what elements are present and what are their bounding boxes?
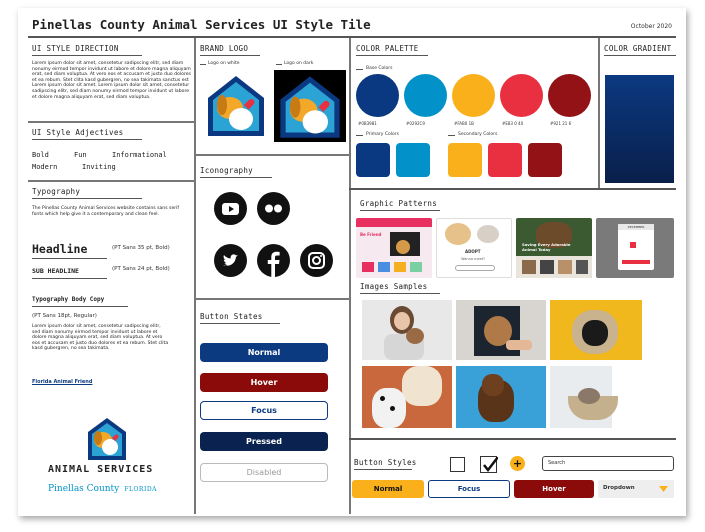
sample-photo-cat-basket bbox=[550, 366, 642, 428]
primary-colors-label: Primary Colors bbox=[366, 132, 399, 137]
style-button-focus[interactable]: Focus bbox=[428, 480, 510, 498]
graphic-patterns-heading: Graphic Patterns bbox=[360, 199, 438, 208]
button-styles-underline bbox=[354, 469, 412, 470]
adjective-inviting: Inviting bbox=[82, 163, 116, 171]
photo-4-person bbox=[402, 366, 442, 406]
sample-photo-woman-puppy bbox=[362, 300, 452, 360]
style-button-normal[interactable]: Normal bbox=[352, 480, 424, 498]
typography-heading: Typography bbox=[32, 187, 81, 196]
base-color-swatch-4 bbox=[500, 74, 543, 117]
photo-6-cat bbox=[578, 388, 600, 404]
button-styles-heading: Button Styles bbox=[354, 458, 417, 467]
graphic-pattern-4 bbox=[596, 218, 674, 278]
secondary-colors-label: Secondary Colors bbox=[458, 132, 498, 137]
brand-logo-heading: BRAND LOGO bbox=[200, 44, 249, 53]
secondary-colors-tick bbox=[448, 135, 455, 136]
base-color-hex-1: #0B3981 bbox=[358, 121, 377, 126]
color-gradient-swatch bbox=[605, 75, 674, 183]
add-icon[interactable]: + bbox=[510, 456, 525, 471]
col-divider-3 bbox=[598, 38, 600, 188]
iconography-heading: Iconography bbox=[200, 166, 253, 175]
palette-divider bbox=[349, 188, 676, 190]
brand-logo-divider bbox=[194, 154, 349, 156]
pattern-4-calendar bbox=[618, 224, 654, 270]
button-states-underline bbox=[200, 323, 280, 324]
search-placeholder: Search bbox=[548, 460, 566, 466]
graphic-pattern-2 bbox=[436, 218, 512, 278]
headline-underline bbox=[32, 258, 107, 259]
pattern-2-cat bbox=[477, 225, 499, 243]
checkbox-checked[interactable] bbox=[480, 456, 497, 473]
secondary-color-swatch-1 bbox=[448, 143, 482, 177]
subheadline-sample: SUB HEADLINE bbox=[32, 267, 79, 275]
secondary-color-swatch-2 bbox=[488, 143, 522, 177]
base-color-hex-2: #0292C9 bbox=[406, 121, 425, 126]
pattern-4-button bbox=[622, 260, 650, 264]
typography-underline bbox=[32, 198, 142, 199]
photo-4-spot-1 bbox=[380, 396, 385, 401]
base-color-swatch-3 bbox=[452, 74, 495, 117]
checkmark-icon bbox=[481, 457, 498, 474]
logo-text-animal-services: ANIMAL SERVICES bbox=[48, 464, 154, 475]
style-tile-page bbox=[18, 8, 686, 516]
body-copy-underline bbox=[32, 306, 128, 307]
color-palette-heading: COLOR PALETTE bbox=[356, 44, 419, 53]
pattern-3-title: Saving Every Adorable Animal Today bbox=[522, 242, 571, 252]
photo-4-spot-2 bbox=[390, 406, 395, 411]
pattern-2-input bbox=[455, 265, 495, 271]
adjectives-divider bbox=[28, 180, 194, 182]
body-copy-spec: (PT Sans 18pt, Regular) bbox=[32, 313, 97, 319]
base-color-hex-4: #E83 0 40 bbox=[502, 121, 524, 126]
adjective-fun: Fun bbox=[74, 151, 87, 159]
pattern-3-thumb-1 bbox=[522, 260, 536, 274]
base-color-hex-5: #921 21 6 bbox=[550, 121, 572, 126]
pattern-1-card-3 bbox=[394, 262, 406, 272]
body-copy-sample: Lorem ipsum dolor sit amet, consetetur sadipscing elitr, sed diam nonumy eirmod tempor invidunt ut labore et dolore magna aliquyam erat, sed diam voluptua. At vero eos et accusam et justo duo dolores et ea rebum. Stet clita kasd gubergren, no sea takimata. bbox=[32, 324, 169, 352]
button-states-heading: Button States bbox=[200, 312, 263, 321]
subheadline-underline bbox=[32, 278, 107, 279]
logo-text-county bbox=[48, 476, 157, 495]
photo-5-dog-head bbox=[482, 374, 504, 396]
dropdown-select[interactable] bbox=[598, 480, 674, 498]
search-input[interactable] bbox=[542, 456, 674, 471]
pattern-1-dog bbox=[396, 240, 410, 254]
pattern-1-title: Be Friend bbox=[360, 232, 382, 237]
pattern-2-title: ADOPT bbox=[465, 249, 481, 254]
pattern-3-thumb-4 bbox=[576, 260, 588, 274]
button-state-pressed[interactable]: Pressed bbox=[200, 432, 328, 451]
adjectives-underline bbox=[32, 139, 142, 140]
flickr-icon[interactable] bbox=[257, 192, 290, 225]
direction-underline bbox=[32, 55, 142, 56]
header-divider bbox=[28, 36, 676, 38]
primary-color-swatch-2 bbox=[396, 143, 430, 177]
subheadline-spec: (PT Sans 24 pt, Bold) bbox=[112, 266, 170, 272]
animal-services-logo-icon bbox=[86, 416, 128, 462]
pattern-2-dog bbox=[445, 223, 471, 245]
primary-color-swatch-1 bbox=[356, 143, 390, 177]
pattern-3-thumb-3 bbox=[558, 260, 572, 274]
sample-photo-brown-dog bbox=[456, 366, 546, 428]
pattern-4-calendar-title: DECEMBER bbox=[618, 224, 654, 230]
pattern-1-card-2 bbox=[378, 262, 390, 272]
adjective-bold: Bold bbox=[32, 151, 49, 159]
button-state-focus[interactable]: Focus bbox=[200, 401, 328, 420]
dropdown-label: Dropdown bbox=[603, 485, 635, 491]
primary-colors-tick bbox=[356, 135, 363, 136]
logo-on-white bbox=[202, 72, 270, 140]
logo-text-florida: FLORIDA bbox=[124, 486, 157, 493]
florida-animal-friend-link[interactable]: Florida Animal Friend bbox=[32, 379, 93, 385]
pattern-1-card-4 bbox=[410, 262, 422, 272]
base-color-hex-3: #FAB0 1B bbox=[454, 121, 474, 126]
graphic-pattern-1 bbox=[356, 218, 432, 278]
typography-body: The Pinellas County Animal Services website contains sans serif fonts which help give it a contemporary and clean feel. bbox=[32, 206, 180, 217]
button-state-normal[interactable]: Normal bbox=[200, 343, 328, 362]
adjectives-heading: UI Style Adjectives bbox=[32, 128, 124, 137]
instagram-icon[interactable] bbox=[300, 244, 333, 277]
sample-photo-held-puppy bbox=[456, 300, 546, 360]
graphic-pattern-3 bbox=[516, 218, 592, 278]
direction-body: Lorem ipsum dolor sit amet, consetetur sadipscing elitr, sed diam nonumy eirmod tempor invidunt ut labore et dolore magna aliquyam erat, sed diam voluptua. At vero eos et accusam et justo duo dolores et ea rebum. Stet clita kasd gubergren, no sea takimata sanctus est Lorem ipsum dolor sit amet. Lorem ipsum dolor sit amet, consetetur sadipscing elitr, sed diam nonumy eirmod tempor invidunt ut labore et dolore magna aliquyam erat, sed diam voluptua. bbox=[32, 61, 191, 100]
graphic-patterns-underline bbox=[360, 210, 440, 211]
page-date: October 2020 bbox=[630, 23, 672, 30]
direction-heading: UI STYLE DIRECTION bbox=[32, 44, 119, 53]
on-dark-tick bbox=[276, 64, 282, 65]
photo-1-face bbox=[394, 312, 410, 330]
iconography-divider bbox=[194, 298, 349, 300]
col-divider-1 bbox=[194, 38, 196, 514]
logo-on-dark bbox=[274, 70, 346, 142]
col-divider-2 bbox=[349, 38, 351, 514]
images-samples-heading: Images Samples bbox=[360, 282, 428, 291]
base-colors-tick bbox=[356, 69, 363, 70]
headline-sample: Headline bbox=[32, 242, 88, 256]
chevron-down-icon bbox=[659, 486, 668, 492]
secondary-color-swatch-3 bbox=[528, 143, 562, 177]
base-color-swatch-2 bbox=[404, 74, 447, 117]
base-colors-label: Base Colors bbox=[366, 66, 393, 71]
adjective-modern: Modern bbox=[32, 163, 58, 171]
brand-logo-underline bbox=[200, 55, 260, 56]
body-copy-heading: Typography Body Copy bbox=[32, 296, 105, 303]
color-gradient-heading: COLOR GRADIENT bbox=[604, 44, 672, 53]
sample-photo-pug bbox=[550, 300, 642, 360]
pattern-4-selected-day bbox=[630, 242, 636, 248]
logo-text-pinellas: Pinellas County bbox=[48, 484, 120, 494]
page-title: Pinellas County Animal Services UI Style Tile bbox=[32, 17, 371, 32]
base-color-swatch-1 bbox=[356, 74, 399, 117]
adjective-informational: Informational bbox=[112, 151, 167, 159]
photo-1-puppy bbox=[406, 328, 424, 344]
pattern-2-subtitle: Wanna meet? bbox=[461, 257, 486, 261]
samples-divider bbox=[349, 438, 676, 440]
pattern-3-thumb-2 bbox=[540, 260, 554, 274]
sample-photo-dalmatian bbox=[362, 366, 452, 428]
youtube-icon[interactable] bbox=[214, 192, 247, 225]
color-palette-underline bbox=[356, 55, 428, 56]
logo-on-white-label: Logo on white bbox=[208, 61, 240, 66]
direction-divider bbox=[28, 121, 194, 123]
pattern-1-card-1 bbox=[362, 262, 374, 272]
photo-4-dalmatian bbox=[372, 388, 406, 428]
on-white-tick bbox=[200, 64, 206, 65]
button-state-hover[interactable]: Hover bbox=[200, 373, 328, 392]
button-state-disabled[interactable]: Disabled bbox=[200, 463, 328, 482]
base-color-swatch-5 bbox=[548, 74, 591, 117]
iconography-underline bbox=[200, 177, 272, 178]
facebook-icon[interactable] bbox=[257, 244, 290, 277]
twitter-icon[interactable] bbox=[214, 244, 247, 277]
color-gradient-underline bbox=[604, 55, 676, 56]
photo-3-pug-face bbox=[582, 320, 608, 346]
images-samples-underline bbox=[360, 293, 440, 294]
style-button-hover[interactable]: Hover bbox=[514, 480, 594, 498]
logo-on-dark-label: Logo on dark bbox=[284, 61, 314, 66]
pattern-1-header bbox=[356, 218, 432, 227]
photo-2-hand bbox=[506, 340, 532, 350]
checkbox-unchecked[interactable] bbox=[450, 457, 465, 472]
headline-spec: (PT Sans 35 pt, Bold) bbox=[112, 245, 170, 251]
